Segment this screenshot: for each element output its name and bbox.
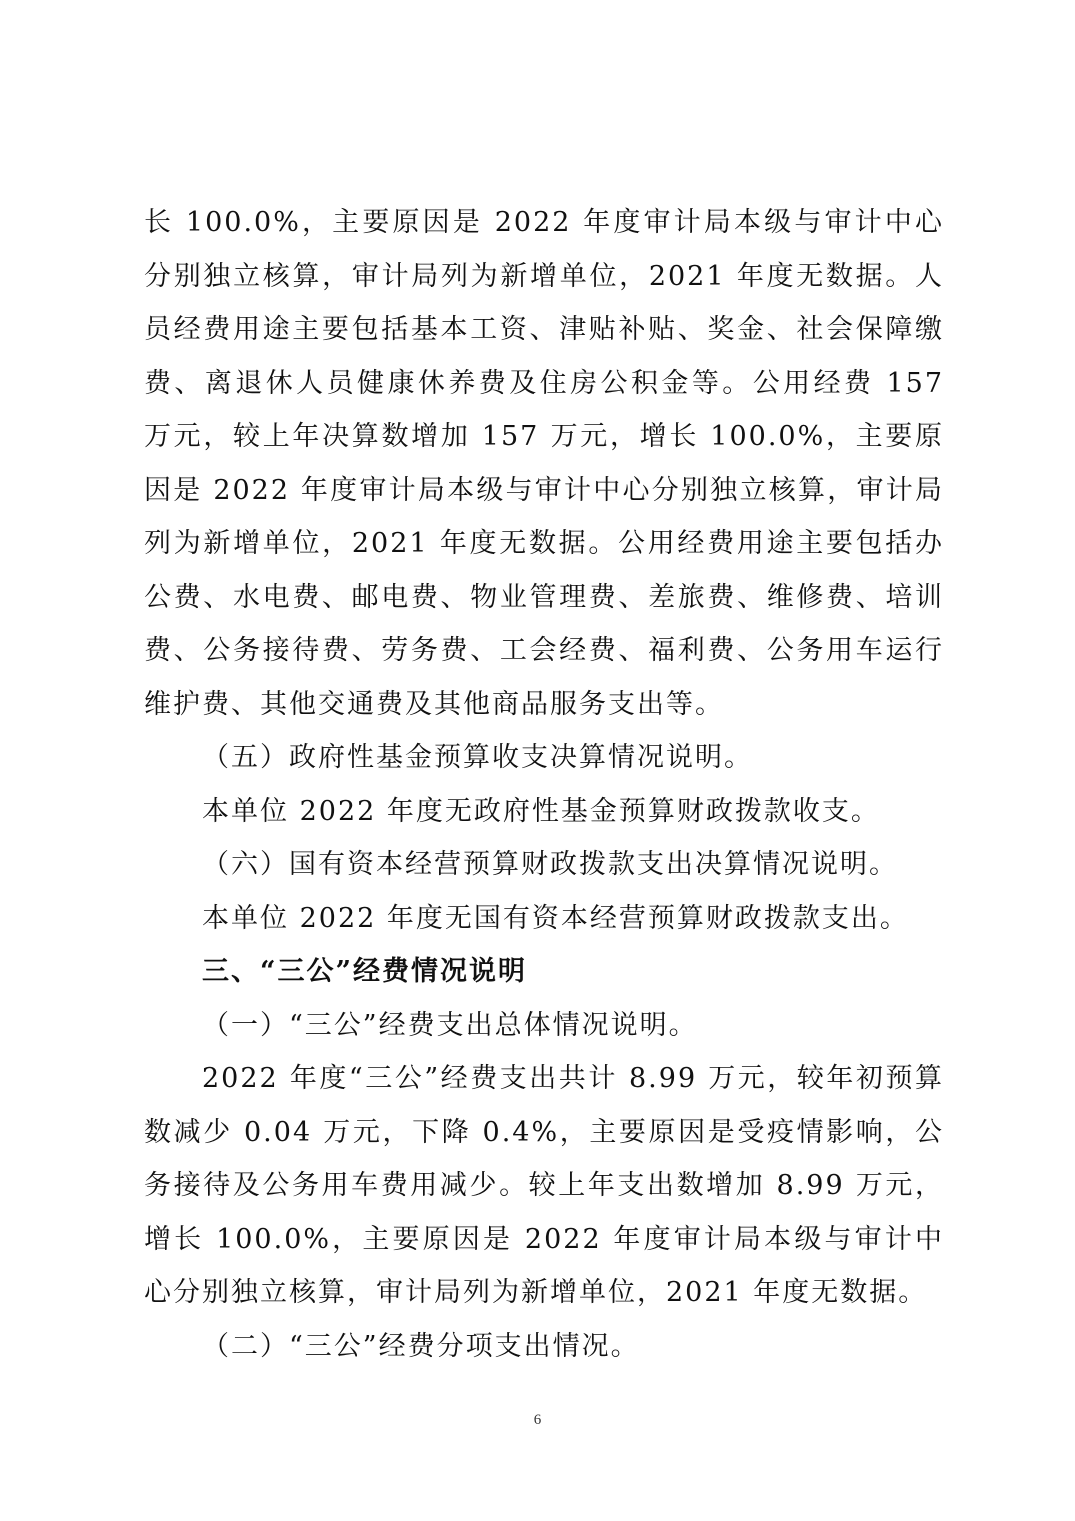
- heading-three-public-itemized: （二）“三公”经费分项支出情况。: [202, 1330, 640, 1362]
- paragraph-state-capital-budget: 本单位 2022 年度无国有资本经营预算财政拨款支出。: [202, 902, 909, 934]
- paragraph-personnel-public-expenses: 长 100.0%，主要原因是 2022 年度审计局本级与审计中心分别独立核算，审计局列为新增单位，2021 年度无数据。人员经费用途主要包括基本工资、津贴补贴、奖金、社会保障缴费、离退休人员健康休养费及住房公积金等。公用经费 157 万元，较上年决算数增加 157 万元，增长 100.0%，主要原因是 2022 年度审计局本级与审计中心分别独立核算，审计局列为新增单位，2021 年度无数据。公用经费用途主要包括办公费、水电费、邮电费、物业管理费、差旅费、维修费、培训费、公务接待费、劳务费、工会经费、福利费、公务用车运行维护费、其他交通费及其他商品服务支出等。: [144, 207, 944, 720]
- paragraph-government-fund-budget: 本单位 2022 年度无政府性基金预算财政拨款收支。: [202, 795, 880, 827]
- page-body: [144, 196, 944, 1373]
- heading-government-fund-budget: （五）政府性基金预算收支决算情况说明。: [202, 742, 753, 773]
- paragraph-three-public-overall: 2022 年度“三公”经费支出共计 8.99 万元，较年初预算数减少 0.04 万元，下降 0.4%，主要原因是受疫情影响，公务接待及公务用车费用减少。较上年支出数增加 8.99 万元，增长 100.0%，主要原因是 2022 年度审计局本级与审计中心分别独立核算，审计局列为新增单位，2021 年度无数据。: [144, 1063, 944, 1308]
- heading-state-capital-budget: （六）国有资本经营预算财政拨款支出决算情况说明。: [202, 849, 898, 880]
- heading-three-public-overall: （一）“三公”经费支出总体情况说明。: [202, 1009, 698, 1041]
- page-number: 6: [533, 1412, 542, 1428]
- section-heading-three-public: 三、“三公”经费情况说明: [202, 956, 528, 987]
